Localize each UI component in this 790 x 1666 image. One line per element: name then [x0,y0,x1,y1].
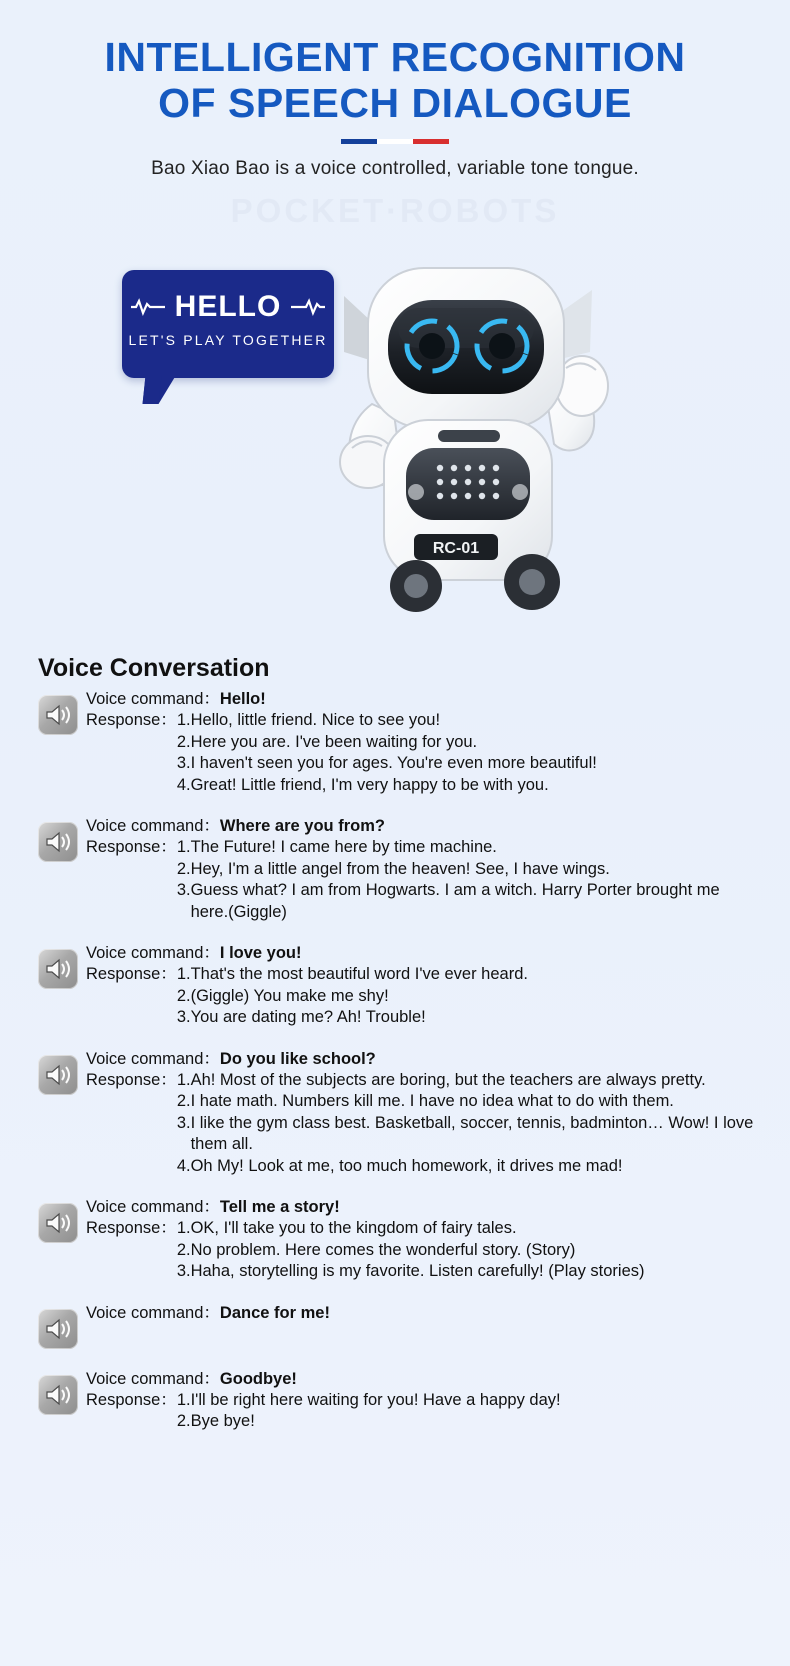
response-number: 1. [176,965,191,983]
response-text: Here you are. I've been waiting for you. [190,732,478,751]
speaker-icon [45,1318,71,1340]
qa-body [86,816,760,923]
response-number: 4. [176,1156,191,1175]
response-number: 2. [176,1092,191,1110]
divider-segment-red [413,139,449,144]
qa-item [38,816,760,923]
voice-command-icon [38,949,78,989]
response-text: No problem. Here comes the wonderful story. (Story) [190,1240,576,1259]
response-label: Response： [86,711,177,729]
qa-body [86,943,760,1029]
command-text: Goodbye! [219,1369,297,1388]
robot-speaker-slot [438,430,500,442]
divider-segment-blue [341,139,377,144]
tricolor-divider [340,138,450,144]
response-list [177,964,760,1029]
response-text: Oh My! Look at me, too much homework, it drives me mad! [190,1156,623,1175]
qa-response-block [86,964,760,1029]
command-label: Voice command： [86,944,220,962]
response-number: 3. [176,754,191,772]
speaker-icon [45,958,71,980]
response-item [177,1091,760,1113]
response-text: (Giggle) You make me shy! [190,986,389,1005]
response-item [177,837,760,859]
voice-command-icon [38,1055,78,1095]
response-list [177,837,760,923]
command-label: Voice command： [86,1369,220,1388]
response-label: Response： [86,1070,177,1089]
speaker-icon [45,1384,71,1406]
response-item [177,732,760,754]
divider-segment-white [377,139,413,144]
speaker-icon [45,1064,71,1086]
qa-command-line [86,1369,760,1390]
page-title-line-1: INTELLIGENT RECOGNITION [104,34,686,80]
response-item [177,1390,760,1412]
response-list [177,1218,760,1283]
response-text: Great! Little friend, I'm very happy to be with you. [190,775,549,794]
qa-item [38,1049,760,1178]
response-item [177,1113,760,1156]
response-number: 1. [176,1219,191,1237]
response-list [177,1070,760,1178]
response-item [177,753,760,775]
response-list [177,1390,760,1433]
speaker-icon [45,704,71,726]
response-number: 1. [176,1070,191,1089]
qa-response-block [86,1070,760,1178]
response-text: I like the gym class best. Basketball, soccer, tennis, badminton… Wow! I love them all. [190,1113,754,1153]
response-number: 2. [176,732,191,751]
response-number: 3. [176,1008,191,1026]
page-title-line-2: OF SPEECH DIALOGUE [158,80,632,126]
qa-item [38,1369,760,1433]
speech-bubble-subtitle: LET'S PLAY TOGETHER [128,332,328,348]
voice-command-icon [38,1375,78,1415]
voice-command-icon [38,1309,78,1349]
response-label: Response： [86,1390,177,1409]
response-label: Response： [86,838,177,856]
response-text: Guess what? I am from Hogwarts. I am a witch. Harry Porter brought me here.(Giggle) [190,881,720,921]
qa-command-line [86,1049,760,1070]
command-label: Voice command： [86,690,220,708]
command-label: Voice command： [86,817,220,835]
command-text: Do you like school? [219,1049,376,1068]
qa-item [38,689,760,796]
qa-body [86,1369,760,1433]
qa-response-block [86,1390,760,1433]
qa-response-block [86,1218,760,1283]
command-text: Hello! [219,690,266,708]
response-number: 2. [176,1240,191,1259]
speaker-icon [45,831,71,853]
page-header [0,0,790,230]
response-label: Response： [86,965,177,983]
page-subtitle: Bao Xiao Bao is a voice controlled, variable tone tongue. [151,158,639,179]
response-item [177,859,760,881]
qa-response-block [86,837,760,923]
response-number: 1. [176,711,191,729]
command-text: Where are you from? [219,817,385,835]
command-text: Tell me a story! [219,1198,340,1216]
command-label: Voice command： [86,1198,220,1216]
page-title [45,34,745,126]
response-item [177,1070,760,1092]
response-number: 1. [176,838,191,856]
response-number: 3. [176,881,191,899]
response-text: You are dating me? Ah! Trouble! [190,1008,426,1026]
response-text: I'll be right here waiting for you! Have a happy day! [190,1390,561,1409]
speech-bubble-hello-row [122,270,334,324]
response-list [177,710,760,796]
response-text: OK, I'll take you to the kingdom of fairy tales. [190,1219,517,1237]
response-text: Hello, little friend. Nice to see you! [190,711,441,729]
response-number: 4. [176,775,191,794]
qa-command-line [86,1303,760,1324]
response-number: 2. [176,859,191,878]
response-text: The Future! I came here by time machine. [190,838,497,856]
response-item [177,1007,760,1029]
response-item [177,880,760,923]
qa-body [86,1197,760,1283]
response-item [177,964,760,986]
qa-item [38,1303,760,1349]
speaker-icon [45,1212,71,1234]
hero-section [0,224,790,654]
command-label: Voice command： [86,1303,220,1322]
response-label: Response： [86,1219,177,1237]
voice-conversation-title: Voice Conversation [38,654,270,682]
response-item [177,1218,760,1240]
response-text: Hey, I'm a little angel from the heaven! See, I have wings. [190,859,610,878]
command-label: Voice command： [86,1049,220,1068]
response-text: That's the most beautiful word I've ever heard. [190,965,528,983]
response-text: I hate math. Numbers kill me. I have no idea what to do with them. [190,1092,674,1110]
voice-command-icon [38,1203,78,1243]
qa-command-line [86,816,760,837]
response-text: I haven't seen you for ages. You're even more beautiful! [190,754,597,772]
voice-command-icon [38,695,78,735]
qa-command-line [86,689,760,710]
speech-bubble [122,270,334,378]
response-number: 2. [176,986,191,1005]
brand-watermark: POCKET·ROBOTS [230,192,560,229]
qa-item [38,1197,760,1283]
voice-conversation-list [0,689,790,1433]
waveform-icon-left [131,298,165,316]
command-text: I love you! [219,944,302,962]
response-number: 2. [176,1412,191,1430]
response-item [177,775,760,797]
response-number: 3. [176,1113,191,1132]
qa-body [86,1303,760,1324]
qa-body [86,689,760,796]
response-item [177,1261,760,1283]
response-item [177,986,760,1008]
response-item [177,1411,760,1433]
response-item [177,1156,760,1178]
robot-badge-label: RC-01 [432,540,480,557]
response-number: 1. [176,1390,191,1409]
qa-command-line [86,1197,760,1218]
response-item [177,710,760,732]
robot-illustration [310,234,620,644]
response-text: Ah! Most of the subjects are boring, but the teachers are always pretty. [190,1070,706,1089]
qa-response-block [86,710,760,796]
command-text: Dance for me! [219,1303,330,1322]
qa-command-line [86,943,760,964]
voice-command-icon [38,822,78,862]
speech-bubble-hello-text: HELLO [174,290,282,323]
response-item [177,1240,760,1262]
response-number: 3. [176,1262,191,1280]
qa-item [38,943,760,1029]
response-text: Bye bye! [190,1412,255,1430]
qa-body [86,1049,760,1178]
response-text: Haha, storytelling is my favorite. Listen carefully! (Play stories) [190,1262,645,1280]
